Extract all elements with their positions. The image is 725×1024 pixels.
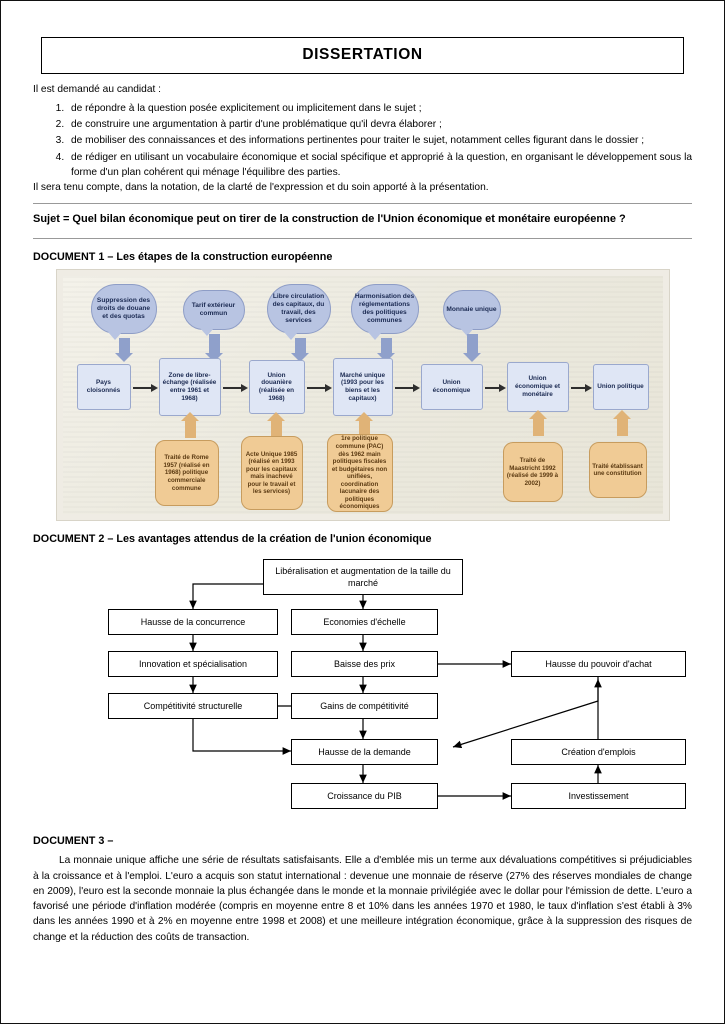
doc1-arrow-down-3: [295, 338, 306, 354]
list-item: 2. de construire une argumentation à partir d'une problématique qu'il devra élaborer ;: [67, 117, 692, 132]
doc2-node-pouvoir-achat: Hausse du pouvoir d'achat: [511, 651, 686, 677]
doc2-node-baisse-prix: Baisse des prix: [291, 651, 438, 677]
doc2-node-innovation: Innovation et spécialisation: [108, 651, 278, 677]
instructions-lead: Il est demandé au candidat :: [33, 84, 161, 95]
doc1-treaty-1: Traité de Rome 1957 (réalisé en 1968) politique commerciale commune: [155, 440, 219, 506]
doc2-node-hausse-demande: Hausse de la demande: [291, 739, 438, 765]
doc1-arrow-right-3: [307, 387, 325, 389]
doc2-node-economies-echelle: Economies d'échelle: [291, 609, 438, 635]
page-title: DISSERTATION: [302, 46, 423, 63]
doc1-treaty-4: Traité de Maastricht 1992 (réalisé de 1999 à 2002): [503, 442, 563, 502]
divider-top: [33, 203, 692, 204]
divider-bottom: [33, 238, 692, 239]
doc1-stage-5: Union économique: [421, 364, 483, 410]
doc2-node-croissance-pib: Croissance du PIB: [291, 783, 438, 809]
instructions-closing: Il sera tenu compte, dans la notation, de la clarté de l'expression et du soin apporté à la présentation.: [33, 182, 489, 194]
doc2-node-creation-emplois: Création d'emplois: [511, 739, 686, 765]
document-2-figure: [33, 551, 693, 823]
document-3-text: La monnaie unique affiche une série de résultats satisfaisants. Elle a d'emblée mis un terme aux dévaluations compétitives si préjudiciables à la croissance et à l'emploi. L'euro a acquis son statut international : devenue une monnaie de réserve (27% des réserves mondiales de change en 2009), l'euro est la seconde monnaie la plus échangée dans le monde et la monnaie privilégiée avec le dollar pour l'émission de dette. L'euro a favorisé une période d'inflation modérée (compris en moyenne entre 8 et 10% dans les années 1970 et 1980, le taux d'inflation s'est établi à 3% dans les années 1990 et à 2% en moyenne entre 1998 et 2008) et une meilleure intégration économique, grâce à la suppression des risques de change et la réduction des coûts de transaction.: [33, 855, 692, 943]
document-3-body: [33, 853, 692, 945]
doc1-arrow-up-5: [617, 418, 628, 436]
doc1-arrow-right-1: [133, 387, 151, 389]
list-item: 4. de rédiger en utilisant un vocabulaire économique et social spécifique et approprié à la question, en organisant le développement sous la forme d'un plan cohérent qui ménage l'équilibre des parties.: [67, 150, 692, 181]
doc1-arrow-right-5: [485, 387, 499, 389]
doc1-stage-3: Union douanière (réalisée en 1968): [249, 360, 305, 414]
doc2-node-gains-competitivite: Gains de compétitivité: [291, 693, 438, 719]
doc1-stage-6: Union économique et monétaire: [507, 362, 569, 412]
doc1-arrow-down-1: [119, 338, 130, 354]
doc1-bubble-3: Libre circulation des capitaux, du travail, des services: [267, 284, 331, 334]
doc1-arrow-down-5: [467, 334, 478, 354]
doc1-stage-4: Marché unique (1993 pour les biens et les capitaux): [333, 358, 393, 416]
document-3-heading: DOCUMENT 3 –: [33, 835, 114, 848]
doc2-node-concurrence: Hausse de la concurrence: [108, 609, 278, 635]
doc1-bubble-5: Monnaie unique: [443, 290, 501, 330]
doc1-arrow-right-6: [571, 387, 585, 389]
title-box: [41, 37, 684, 74]
doc2-node-investissement: Investissement: [511, 783, 686, 809]
doc1-arrow-right-4: [395, 387, 413, 389]
doc1-treaty-2: Acte Unique 1985 (réalisé en 1993 pour les capitaux mais inachevé pour le travail et les services): [241, 436, 303, 510]
doc1-stage-1: Pays cloisonnés: [77, 364, 131, 410]
requirements-list: [33, 101, 692, 180]
doc1-arrow-right-2: [223, 387, 241, 389]
doc1-bubble-4: Harmonisation des réglementations des politiques communes: [351, 284, 419, 334]
doc2-node-competitivite-structurelle: Compétitivité structurelle: [108, 693, 278, 719]
subject-statement: Sujet = Quel bilan économique peut on tirer de la construction de l'Union économique et monétaire européenne ?: [33, 213, 626, 226]
doc1-arrow-down-4: [381, 338, 392, 354]
doc2-node-liberalisation: Libéralisation et augmentation de la taille du marché: [263, 559, 463, 595]
doc1-bubble-1: Suppression des droits de douane et des quotas: [91, 284, 157, 334]
list-item: 3. de mobiliser des connaissances et des informations pertinentes pour traiter le sujet, notamment celles figurant dans le dossier ;: [67, 133, 692, 148]
doc1-stage-2: Zone de libre-échange (réalisée entre 1961 et 1968): [159, 358, 221, 416]
document-1-heading: DOCUMENT 1 – Les étapes de la construction européenne: [33, 251, 333, 264]
document-1-canvas: [63, 276, 663, 514]
doc1-stage-7: Union politique: [593, 364, 649, 410]
doc1-treaty-3: 1re politique commune (PAC) dès 1962 main politiques fiscales et budgétaires non unifiées, coordination lacunaire des politiques économiques: [327, 434, 393, 512]
doc1-arrow-down-2: [209, 334, 220, 354]
doc1-treaty-5: Traité établissant une constitution: [589, 442, 647, 498]
list-item: 1. de répondre à la question posée explicitement ou implicitement dans le sujet ;: [67, 101, 692, 116]
doc1-bubble-2: Tarif extérieur commun: [183, 290, 245, 330]
document-2-heading: DOCUMENT 2 – Les avantages attendus de la création de l'union économique: [33, 533, 432, 546]
doc1-arrow-up-4: [533, 418, 544, 436]
doc1-arrow-up-1: [185, 420, 196, 438]
document-1-figure: [56, 269, 670, 521]
